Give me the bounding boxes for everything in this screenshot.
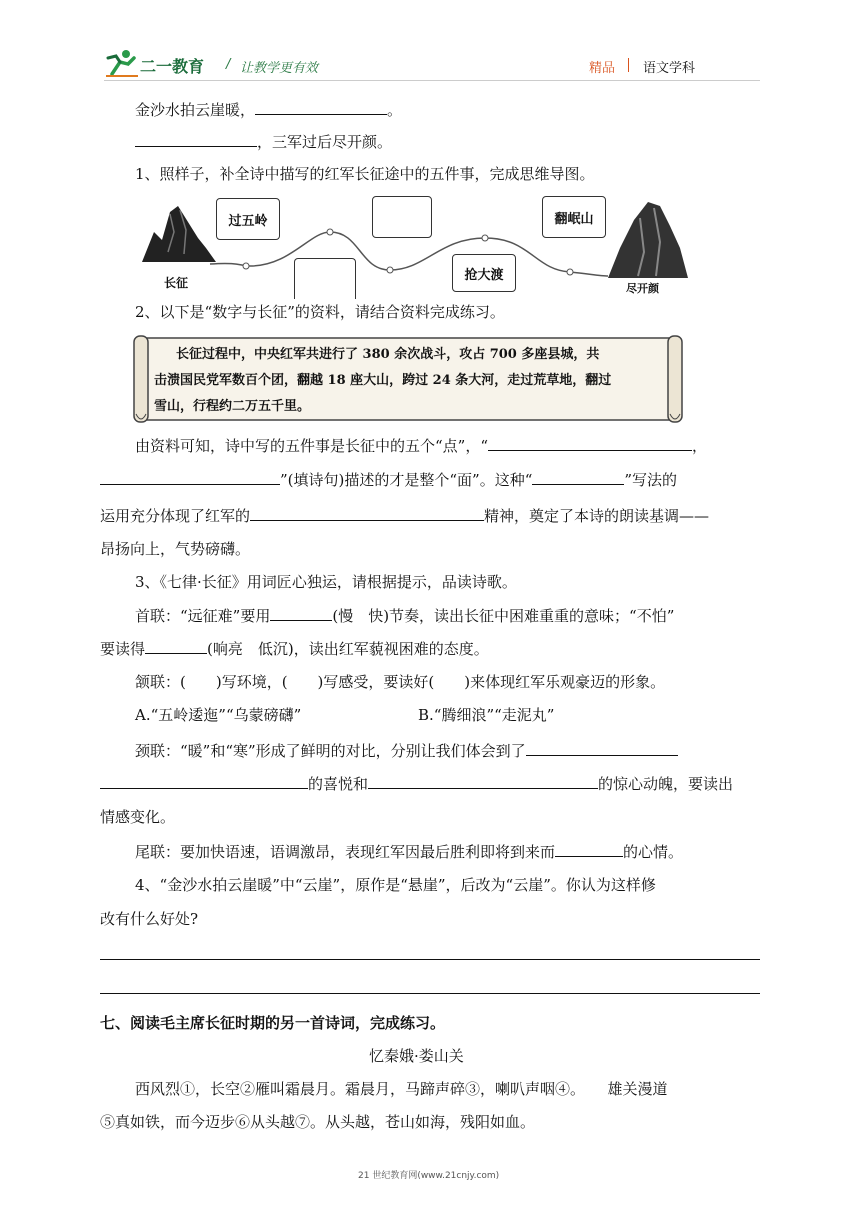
section-7-heading: 七、阅读毛主席长征时期的另一首诗词，完成练习。 — [100, 1014, 446, 1032]
poem-line-2-text: ，三军过后尽开颜。 — [257, 133, 393, 151]
answer-blank[interactable] — [255, 98, 387, 115]
end-label: 尽开颜 — [626, 282, 659, 295]
q3-text: 的心情。 — [623, 843, 684, 861]
q3-text: 尾联：要加快语速，语调激昂，表现红军因最后胜利即将到来而 — [135, 843, 556, 861]
answer-blank[interactable] — [100, 772, 308, 789]
answer-blank[interactable] — [270, 604, 332, 621]
q3-line-7 — [135, 840, 683, 863]
q3-text: 的喜悦和 — [308, 775, 369, 793]
q3-title: 3、《七律·长征》用词匠心独运，请根据提示，品读诗歌。 — [135, 573, 517, 591]
event-box-5: 翻岷山 — [542, 196, 606, 238]
q4-line-1: 4、“金沙水拍云崖暖”中“云崖”，原作是“悬崖”，后改为“云崖”。你认为这样修 — [135, 876, 656, 894]
answer-blank[interactable] — [368, 772, 598, 789]
slogan: 让教学更有效 — [240, 61, 319, 76]
q3-text: 要读得 — [100, 640, 146, 658]
q1-title: 1、照样子，补全诗中描写的红军长征途中的五件事，完成思维导图。 — [135, 165, 595, 183]
answer-blank[interactable] — [135, 130, 257, 147]
header-rule — [104, 80, 760, 81]
q2-para-1 — [135, 434, 707, 457]
footer-text: 21 世纪教育网(www.21cnjy.com) — [358, 1171, 500, 1181]
header-separator — [628, 58, 629, 72]
scroll-line-3: 雪山，行程约二万五千里。 — [154, 399, 311, 414]
subject-label: 语文学科 — [643, 61, 696, 76]
left-mountain-icon — [142, 206, 216, 262]
poem-line-1-text: 金沙水拍云崖暖， — [135, 101, 256, 119]
q2-text: 精神，奠定了本诗的朗读基调—— — [484, 507, 710, 525]
q3-line-3: 颔联：( )写环境，( )写感受，要读好( )来体现红军乐观豪迈的形象。 — [135, 673, 666, 691]
answer-blank[interactable] — [532, 468, 624, 485]
answer-line[interactable] — [100, 959, 760, 960]
q2-para-2 — [100, 468, 677, 491]
q3-line-2 — [100, 637, 489, 660]
q3-text: 首联：“远征难”要用 — [135, 607, 271, 625]
q2-para-4: 昂扬向上，气势磅礴。 — [100, 540, 251, 558]
answer-blank[interactable] — [555, 840, 623, 857]
event-box-4: 抢大渡 — [452, 254, 516, 292]
q2-text: ”(填诗句)描述的才是整个“面”。这种“ — [280, 471, 533, 489]
answer-blank[interactable] — [250, 504, 484, 521]
q4-line-2: 改有什么好处? — [100, 910, 199, 928]
q3-text: 的惊心动魄，要读出 — [598, 775, 734, 793]
quality-label: 精品 — [589, 61, 616, 76]
q3-text: (慢 快)节奏，读出长征中困难重重的意味；“不怕” — [332, 607, 675, 625]
answer-blank[interactable] — [100, 468, 280, 485]
q2-title: 2、以下是“数字与长征”的资料，请结合资料完成练习。 — [135, 303, 505, 321]
start-label: 长征 — [164, 276, 189, 290]
q3-option-b: B.“腾细浪”“走泥丸” — [418, 706, 555, 724]
scroll-line-2: 击溃国民党军数百个团，翻越 18 座大山，跨过 24 条大河，走过荒草地，翻过 — [154, 373, 612, 388]
brand-name: 二一教育 — [140, 57, 205, 76]
event-box-1: 过五岭 — [216, 198, 280, 240]
scroll-line-1: 长征过程中，中央红军共进行了 380 余次战斗，攻占 700 多座县城，共 — [176, 347, 600, 362]
answer-blank[interactable] — [526, 739, 678, 756]
answer-blank[interactable] — [145, 637, 207, 654]
q3-line-5 — [100, 772, 733, 795]
q3-line-4 — [135, 739, 678, 762]
poem-line-1-end: 。 — [387, 101, 403, 119]
q2-text: ， — [692, 437, 708, 455]
q2-text: ”写法的 — [624, 471, 678, 489]
header-divider: / — [226, 57, 231, 72]
logo-icon — [104, 48, 140, 78]
q3-line-6: 情感变化。 — [100, 808, 176, 826]
scroll-panel — [132, 334, 684, 426]
poem-line-1 — [135, 98, 402, 121]
poem-text-2: ⑤真如铁，而今迈步⑥从头越⑦。从头越，苍山如海，残阳如血。 — [100, 1113, 536, 1131]
q2-text: 运用充分体现了红军的 — [100, 507, 251, 525]
q3-text: 颈联：“暖”和“寒”形成了鲜明的对比，分别让我们体会到了 — [135, 742, 526, 760]
poem-line-2 — [135, 130, 392, 153]
q3-line-1 — [135, 604, 674, 627]
q2-text: 由资料可知，诗中写的五件事是长征中的五个“点”，“ — [135, 437, 489, 455]
poem-text-1: 西风烈①，长空②雁叫霜晨月。霜晨月，马蹄声碎③，喇叭声咽④。 雄关漫道 — [135, 1080, 668, 1098]
q3-text: (响亮 低沉)，读出红军藐视困难的态度。 — [207, 640, 489, 658]
answer-blank[interactable] — [488, 434, 692, 451]
mind-map — [140, 192, 690, 296]
answer-line[interactable] — [100, 993, 760, 994]
q2-para-3 — [100, 504, 709, 527]
q3-option-a: A.“五岭逶迤”“乌蒙磅礴” — [135, 706, 302, 724]
right-mountain-icon — [608, 202, 688, 278]
event-box-3[interactable] — [372, 196, 432, 238]
poem-title: 忆秦娥·娄山关 — [369, 1047, 464, 1065]
event-box-2[interactable] — [294, 258, 356, 299]
